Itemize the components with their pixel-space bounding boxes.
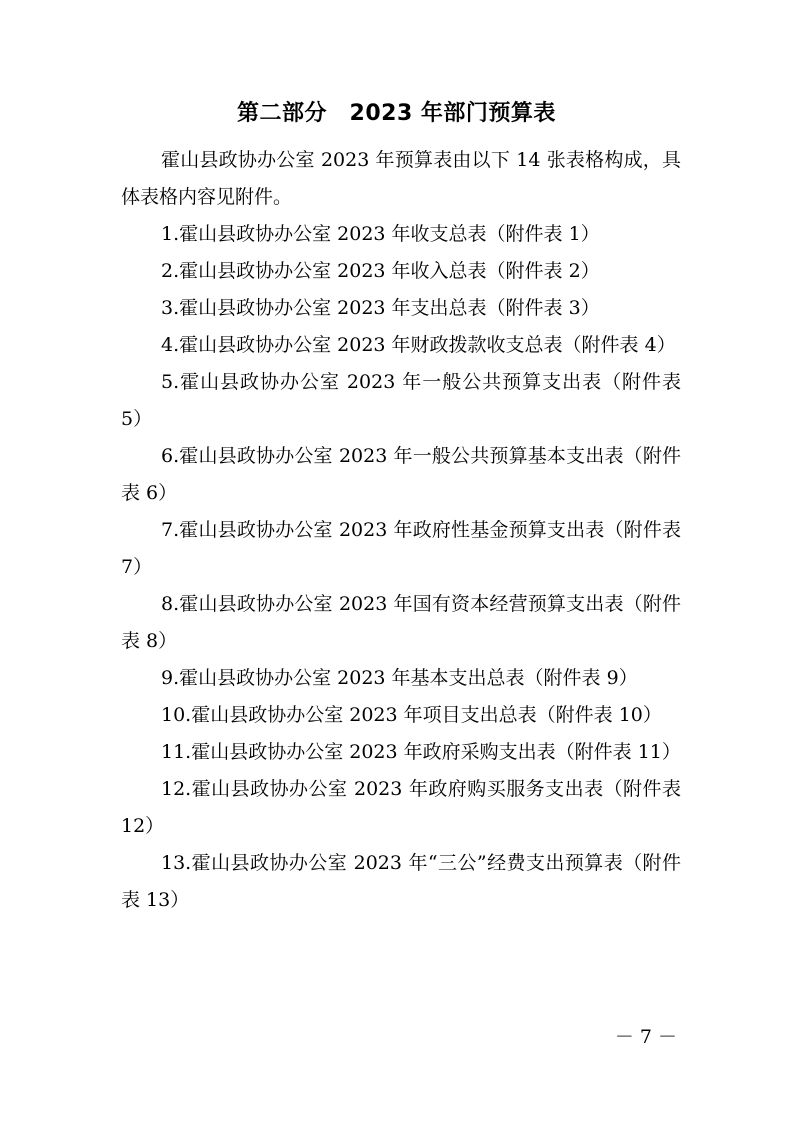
list-item: 8.霍山县政协办公室 2023 年国有资本经营预算支出表（附件表 8） bbox=[121, 593, 681, 652]
list-item: 4.霍山县政协办公室 2023 年财政拨款收支总表（附件表 4） bbox=[161, 334, 676, 356]
page-number: － 7 － bbox=[614, 1026, 677, 1048]
list-item: 7.霍山县政协办公室 2023 年政府性基金预算支出表（附件表 7） bbox=[121, 519, 681, 578]
list-item: 9.霍山县政协办公室 2023 年基本支出总表（附件表 9） bbox=[161, 667, 638, 689]
list-item: 11.霍山县政协办公室 2023 年政府采购支出表（附件表 11） bbox=[161, 741, 681, 763]
list-item: 1.霍山县政协办公室 2023 年收支总表（附件表 1） bbox=[161, 223, 600, 245]
list-item: 6.霍山县政协办公室 2023 年一般公共预算基本支出表（附件表 6） bbox=[121, 445, 681, 504]
document-body bbox=[121, 142, 681, 919]
list-item: 3.霍山县政协办公室 2023 年支出总表（附件表 3） bbox=[161, 297, 600, 319]
list-item: 13.霍山县政协办公室 2023 年“三公”经费支出预算表（附件表 13） bbox=[121, 852, 681, 911]
intro-paragraph: 霍山县政协办公室 2023 年预算表由以下 14 张表格构成，具体表格内容见附件。 bbox=[121, 149, 681, 208]
list-item: 5.霍山县政协办公室 2023 年一般公共预算支出表（附件表 5） bbox=[121, 371, 681, 430]
list-item: 10.霍山县政协办公室 2023 年项目支出总表（附件表 10） bbox=[161, 704, 662, 726]
page-title: 第二部分 2023 年部门预算表 bbox=[237, 101, 556, 126]
list-item: 2.霍山县政协办公室 2023 年收入总表（附件表 2） bbox=[161, 260, 600, 282]
list-item: 12.霍山县政协办公室 2023 年政府购买服务支出表（附件表 12） bbox=[121, 778, 681, 837]
